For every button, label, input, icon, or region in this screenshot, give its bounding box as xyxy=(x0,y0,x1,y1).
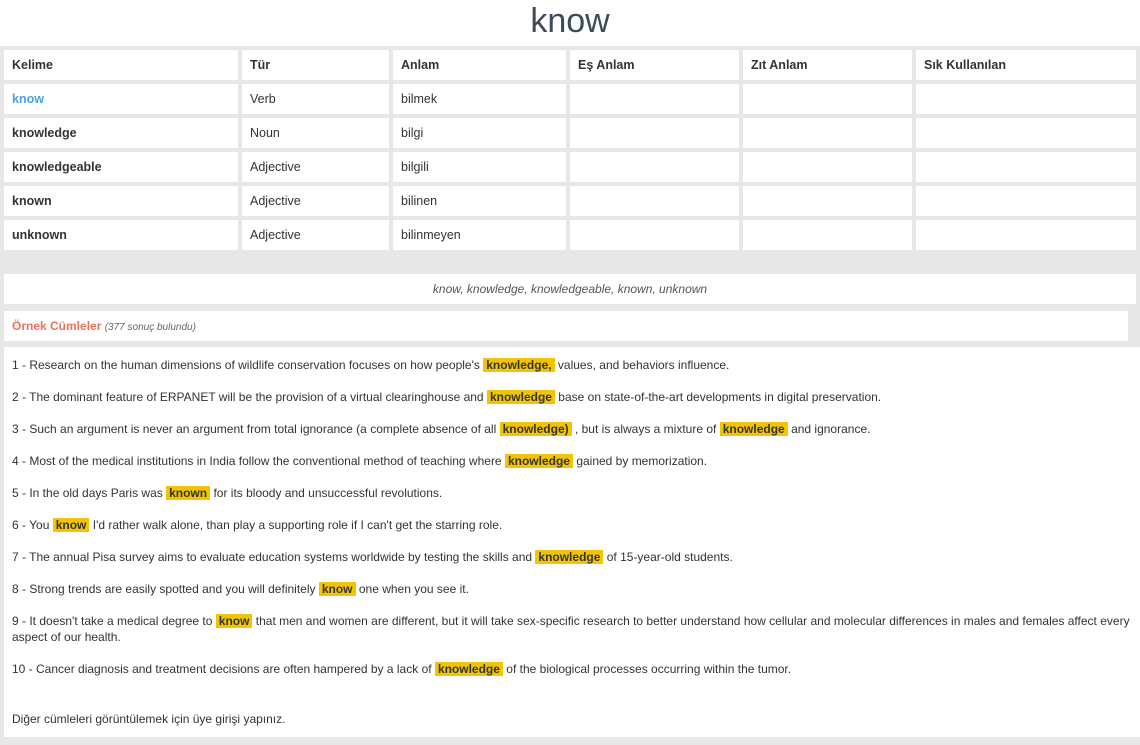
column-header-word: Kelime xyxy=(4,50,238,80)
example-sentence xyxy=(12,347,1136,379)
cell-synonym xyxy=(570,84,739,114)
table-header-row xyxy=(4,50,1136,80)
example-sentence xyxy=(12,475,1136,507)
cell-frequent xyxy=(916,118,1136,148)
sentence-text: one when you see it. xyxy=(358,582,469,596)
sentence-text: 10 - Cancer diagnosis and treatment decisions are often hampered by a lack of xyxy=(12,662,432,676)
sentence-text: 1 - Research on the human dimensions of wildlife conservation focuses on how people's xyxy=(12,358,480,372)
sentence-text: base on state-of-the-art developments in digital preservation. xyxy=(558,390,882,404)
highlighted-word: know xyxy=(319,582,356,596)
highlighted-word: know xyxy=(53,518,90,532)
highlighted-word: knowledge) xyxy=(500,422,572,436)
cell-type: Adjective xyxy=(242,152,389,182)
column-header-type: Tür xyxy=(242,50,389,80)
cell-meaning: bilgili xyxy=(393,152,566,182)
sentence-text: 8 - Strong trends are easily spotted and you will definitely xyxy=(12,582,316,596)
sentence-text: 7 - The annual Pisa survey aims to evaluate education systems worldwide by testing the skills and xyxy=(12,550,533,564)
example-sentence xyxy=(12,603,1136,651)
highlighted-word: known xyxy=(166,486,210,500)
sentence-text: I'd rather walk alone, than play a supporting role if I can't get the starring role. xyxy=(92,518,503,532)
sentence-text: 3 - Such an argument is never an argument from total ignorance (a complete absence of all xyxy=(12,422,497,436)
highlighted-word: knowledge xyxy=(487,390,555,404)
cell-word[interactable]: know xyxy=(4,84,238,114)
highlighted-word: knowledge xyxy=(435,662,503,676)
examples-header xyxy=(4,311,1128,341)
cell-word: knowledge xyxy=(4,118,238,148)
member-login-link[interactable]: üye girişi xyxy=(192,712,241,726)
example-sentence xyxy=(12,443,1136,475)
table-row xyxy=(4,84,1136,114)
sentence-text: 6 - You xyxy=(12,518,50,532)
highlighted-word: knowledge xyxy=(720,422,788,436)
cell-antonym xyxy=(743,84,912,114)
cell-type: Adjective xyxy=(242,220,389,250)
cell-meaning: bilinmeyen xyxy=(393,220,566,250)
examples-count: (377 sonuç bulundu) xyxy=(104,322,196,333)
cell-word: known xyxy=(4,186,238,216)
example-sentence xyxy=(12,507,1136,539)
table-row xyxy=(4,118,1136,148)
sentence-text: 5 - In the old days Paris was xyxy=(12,486,163,500)
sentence-text: 4 - Most of the medical institutions in India follow the conventional method of teaching where xyxy=(12,454,502,468)
cell-synonym xyxy=(570,152,739,182)
dictionary-panel xyxy=(0,46,1140,745)
cell-antonym xyxy=(743,152,912,182)
sentence-text: of the biological processes occurring within the tumor. xyxy=(506,662,792,676)
page-title: know xyxy=(530,2,610,40)
cell-frequent xyxy=(916,186,1136,216)
cell-frequent xyxy=(916,152,1136,182)
table-row xyxy=(4,152,1136,182)
cell-meaning: bilinen xyxy=(393,186,566,216)
example-sentence xyxy=(12,379,1136,411)
cell-frequent xyxy=(916,220,1136,250)
column-header-antonym: Zıt Anlam xyxy=(743,50,912,80)
example-sentences xyxy=(4,347,1140,737)
cell-synonym xyxy=(570,118,739,148)
sentence-text: of 15-year-old students. xyxy=(606,550,733,564)
examples-label: Örnek Cümleler xyxy=(12,319,102,333)
highlighted-word: knowledge xyxy=(505,454,573,468)
table-row xyxy=(4,220,1136,250)
example-sentence xyxy=(12,651,1136,683)
cell-type: Verb xyxy=(242,84,389,114)
cell-antonym xyxy=(743,186,912,216)
cell-type: Adjective xyxy=(242,186,389,216)
example-sentence xyxy=(12,539,1136,571)
cell-synonym xyxy=(570,186,739,216)
column-header-meaning: Anlam xyxy=(393,50,566,80)
cell-meaning: bilgi xyxy=(393,118,566,148)
cell-antonym xyxy=(743,118,912,148)
column-header-synonym: Eş Anlam xyxy=(570,50,739,80)
highlighted-word: knowledge xyxy=(535,550,603,564)
cell-meaning: bilmek xyxy=(393,84,566,114)
word-forms-table xyxy=(0,46,1140,254)
sentence-text: for its bloody and unsuccessful revolutions. xyxy=(213,486,443,500)
sentence-text: , but is always a mixture of xyxy=(574,422,717,436)
sentence-text: values, and behaviors influence. xyxy=(557,358,730,372)
login-note xyxy=(12,712,285,726)
highlighted-word: know xyxy=(216,614,253,628)
table-row xyxy=(4,186,1136,216)
login-note-pre: Diğer cümleleri görüntülemek için xyxy=(12,712,190,726)
example-sentence xyxy=(12,571,1136,603)
word-variants: know, knowledge, knowledgeable, known, unknown xyxy=(4,274,1136,304)
cell-synonym xyxy=(570,220,739,250)
column-header-frequent: Sık Kullanılan xyxy=(916,50,1136,80)
sentence-text: and ignorance. xyxy=(791,422,871,436)
sentence-text: 9 - It doesn't take a medical degree to xyxy=(12,614,213,628)
cell-frequent xyxy=(916,84,1136,114)
cell-word: knowledgeable xyxy=(4,152,238,182)
cell-word: unknown xyxy=(4,220,238,250)
sentence-text: that men and women are different, but it will take sex-specific research to better understand how cellular and molecular differences in males and females affect every aspect of our health. xyxy=(12,614,1130,644)
cell-antonym xyxy=(743,220,912,250)
login-note-post: yapınız. xyxy=(243,712,286,726)
sentence-text: gained by memorization. xyxy=(576,454,708,468)
cell-type: Noun xyxy=(242,118,389,148)
sentence-text: 2 - The dominant feature of ERPANET will be the provision of a virtual clearinghouse and xyxy=(12,390,484,404)
highlighted-word: knowledge, xyxy=(483,358,554,372)
example-sentence xyxy=(12,411,1136,443)
